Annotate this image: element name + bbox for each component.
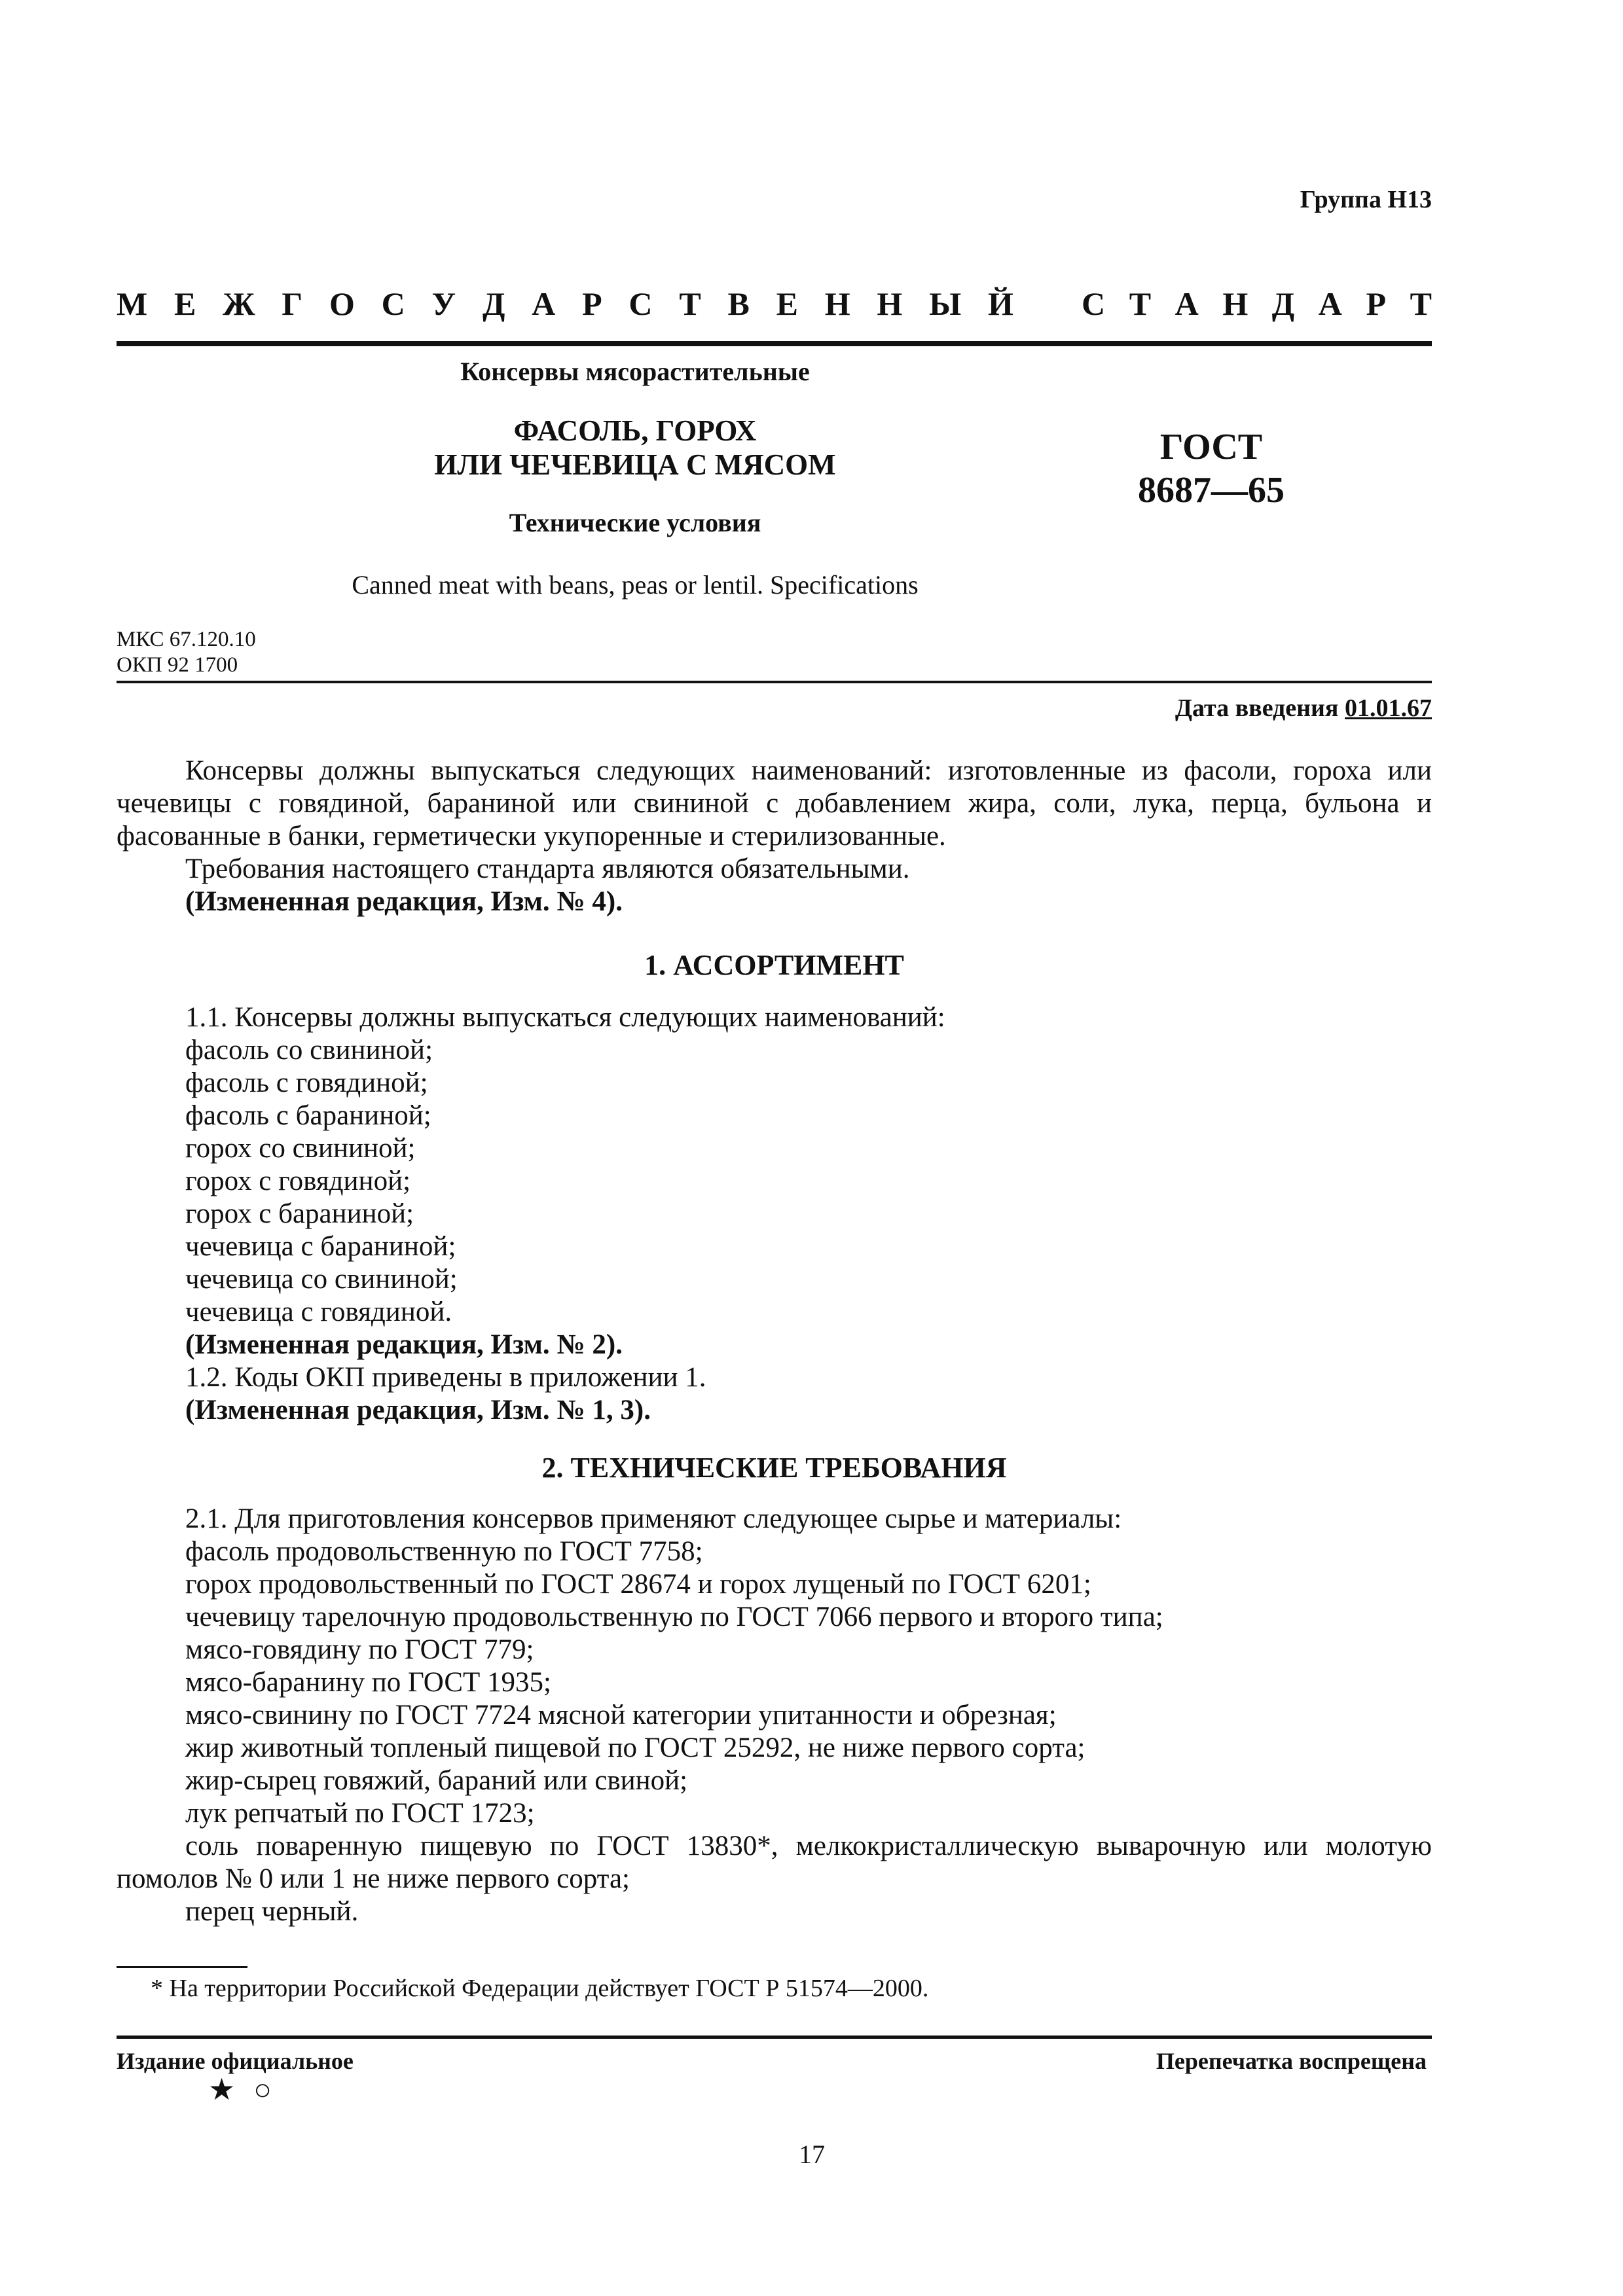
list-item: фасоль со свининой; [185, 1035, 433, 1066]
raw-materials-list [117, 1535, 1432, 1830]
group-code: Группа Н13 [1300, 186, 1432, 213]
intro-amendment: (Измененная редакция, Изм. № 4). [185, 886, 623, 917]
list-item: горох продовольственный по ГОСТ 28674 и горох лущеный по ГОСТ 6201; [185, 1569, 1091, 1600]
section-2-heading: 2. ТЕХНИЧЕСКИЕ ТРЕБОВАНИЯ [541, 1452, 1007, 1484]
gost-designation [1074, 425, 1349, 512]
section-1-heading: 1. АССОРТИМЕНТ [644, 949, 904, 981]
circle-icon: ○ [253, 2073, 291, 2106]
standard-banner-word-1 [117, 285, 1013, 323]
introduction-date [1175, 694, 1432, 723]
banner-letter: Т [679, 285, 701, 322]
title-line-2: ИЛИ ЧЕЧЕВИЦА С МЯСОМ [434, 448, 836, 481]
banner-letter: Е [776, 285, 798, 322]
banner-letter: Д [483, 285, 505, 322]
banner-letter: А [1318, 285, 1342, 322]
banner-letter: Н [877, 285, 903, 322]
banner-letter: Д [1271, 285, 1295, 322]
date-label: Дата введения [1175, 694, 1339, 722]
list-item: фасоль с бараниной; [185, 1100, 431, 1131]
date-value: 01.01.67 [1345, 694, 1432, 722]
date-rule [117, 681, 1432, 683]
bottom-rule [117, 2036, 1432, 2039]
standard-banner [117, 285, 1432, 323]
star-icon: ★ [208, 2073, 254, 2106]
assortment-list [117, 1034, 1432, 1329]
list-item: чечевица с говядиной. [185, 1297, 452, 1327]
standard-banner-word-2 [1082, 285, 1432, 323]
mks-code: МКС 67.120.10 [117, 628, 256, 651]
edition-marks [208, 2072, 290, 2107]
top-rule [117, 341, 1432, 346]
list-item: чечевица с бараниной; [185, 1231, 456, 1262]
amendment-note-1-3: (Измененная редакция, Изм. № 1, 3). [185, 1395, 651, 1426]
banner-letter: С [381, 285, 405, 322]
classification-codes [117, 627, 256, 678]
banner-letter: Г [282, 285, 303, 322]
banner-letter: В [727, 285, 750, 322]
banner-letter: Н [1222, 285, 1249, 322]
okp-code: ОКП 92 1700 [117, 653, 238, 677]
gost-number: 8687—65 [1138, 470, 1285, 511]
banner-letter: Р [1366, 285, 1387, 322]
list-item: лук репчатый по ГОСТ 1723; [185, 1798, 535, 1829]
list-item: мясо-говядину по ГОСТ 779; [185, 1634, 534, 1665]
banner-letter: Р [582, 285, 602, 322]
salt-requirement: соль поваренную пищевую по ГОСТ 13830*, мелкокристаллическую выварочную или молотую помолов № 0 или 1 не ниже первого сорта; [117, 1831, 1432, 1894]
intro-mandatory: Требования настоящего стандарта являются обязательными. [185, 853, 910, 884]
list-item: фасоль с говядиной; [185, 1067, 428, 1098]
banner-letter: Е [173, 285, 196, 322]
clause-2-1: 2.1. Для приготовления консервов применяют следующее сырье и материалы: [185, 1503, 1122, 1534]
banner-letter: Т [1129, 285, 1152, 322]
list-item: мясо-свинину по ГОСТ 7724 мясной категории упитанности и обрезная; [185, 1700, 1057, 1731]
list-item: жир животный топленый пищевой по ГОСТ 25292, не ниже первого сорта; [185, 1732, 1085, 1763]
list-item: горох со свининой; [185, 1133, 416, 1164]
list-item: чечевицу тарелочную продовольственную по ГОСТ 7066 первого и второго типа; [185, 1602, 1163, 1632]
list-item: горох с говядиной; [185, 1166, 411, 1196]
banner-letter: М [117, 285, 148, 322]
list-item: горох с бараниной; [185, 1198, 414, 1229]
intro-paragraph: Консервы должны выпускаться следующих наименований: изготовленные из фасоли, гороха или чечевицы с говядиной, бараниной или свининой с добавлением жира, соли, лука, перца, бульона и фасованные в банки, герметически укупоренные и стерилизованные. [117, 755, 1432, 852]
banner-letter: Ы [929, 285, 962, 322]
product-category: Консервы мясорастительные [460, 357, 810, 386]
title-line-1: ФАСОЛЬ, ГОРОХ [513, 414, 757, 447]
gost-label: ГОСТ [1159, 427, 1263, 467]
banner-letter: У [431, 285, 456, 322]
banner-letter: С [1082, 285, 1106, 322]
banner-letter: Т [1410, 285, 1432, 322]
section-2 [117, 1452, 1432, 1928]
banner-letter: С [629, 285, 653, 322]
clause-1-1: 1.1. Консервы должны выпускаться следующих наименований: [185, 1002, 945, 1033]
list-item: жир-сырец говяжий, бараний или свиной; [185, 1765, 688, 1796]
official-edition: Издание официальное [117, 2048, 354, 2074]
amendment-note-2: (Измененная редакция, Изм. № 2). [185, 1329, 623, 1360]
list-item: мясо-баранину по ГОСТ 1935; [185, 1667, 551, 1698]
banner-letter: Й [988, 285, 1013, 322]
list-item: фасоль продовольственную по ГОСТ 7758; [185, 1536, 703, 1567]
document-title [308, 414, 962, 482]
section-1 [117, 949, 1432, 1427]
page-number: 17 [799, 2140, 825, 2169]
footnote-rule [117, 1966, 247, 1968]
list-item: чечевица со свининой; [185, 1264, 458, 1295]
banner-letter: А [532, 285, 556, 322]
document-subtitle: Технические условия [509, 508, 761, 537]
banner-letter: Н [824, 285, 850, 322]
footnote: * На территории Российской Федерации действует ГОСТ Р 51574—2000. [151, 1975, 929, 2002]
banner-letter: Ж [223, 285, 255, 322]
english-title: Canned meat with beans, peas or lentil. Specifications [352, 570, 919, 600]
pepper-requirement: перец черный. [185, 1896, 359, 1927]
clause-1-2: 1.2. Коды ОКП приведены в приложении 1. [185, 1362, 706, 1393]
banner-letter: О [329, 285, 355, 322]
intro-section [117, 755, 1432, 918]
reprint-prohibited: Перепечатка воспрещена [1156, 2048, 1427, 2074]
banner-letter: А [1175, 285, 1199, 322]
